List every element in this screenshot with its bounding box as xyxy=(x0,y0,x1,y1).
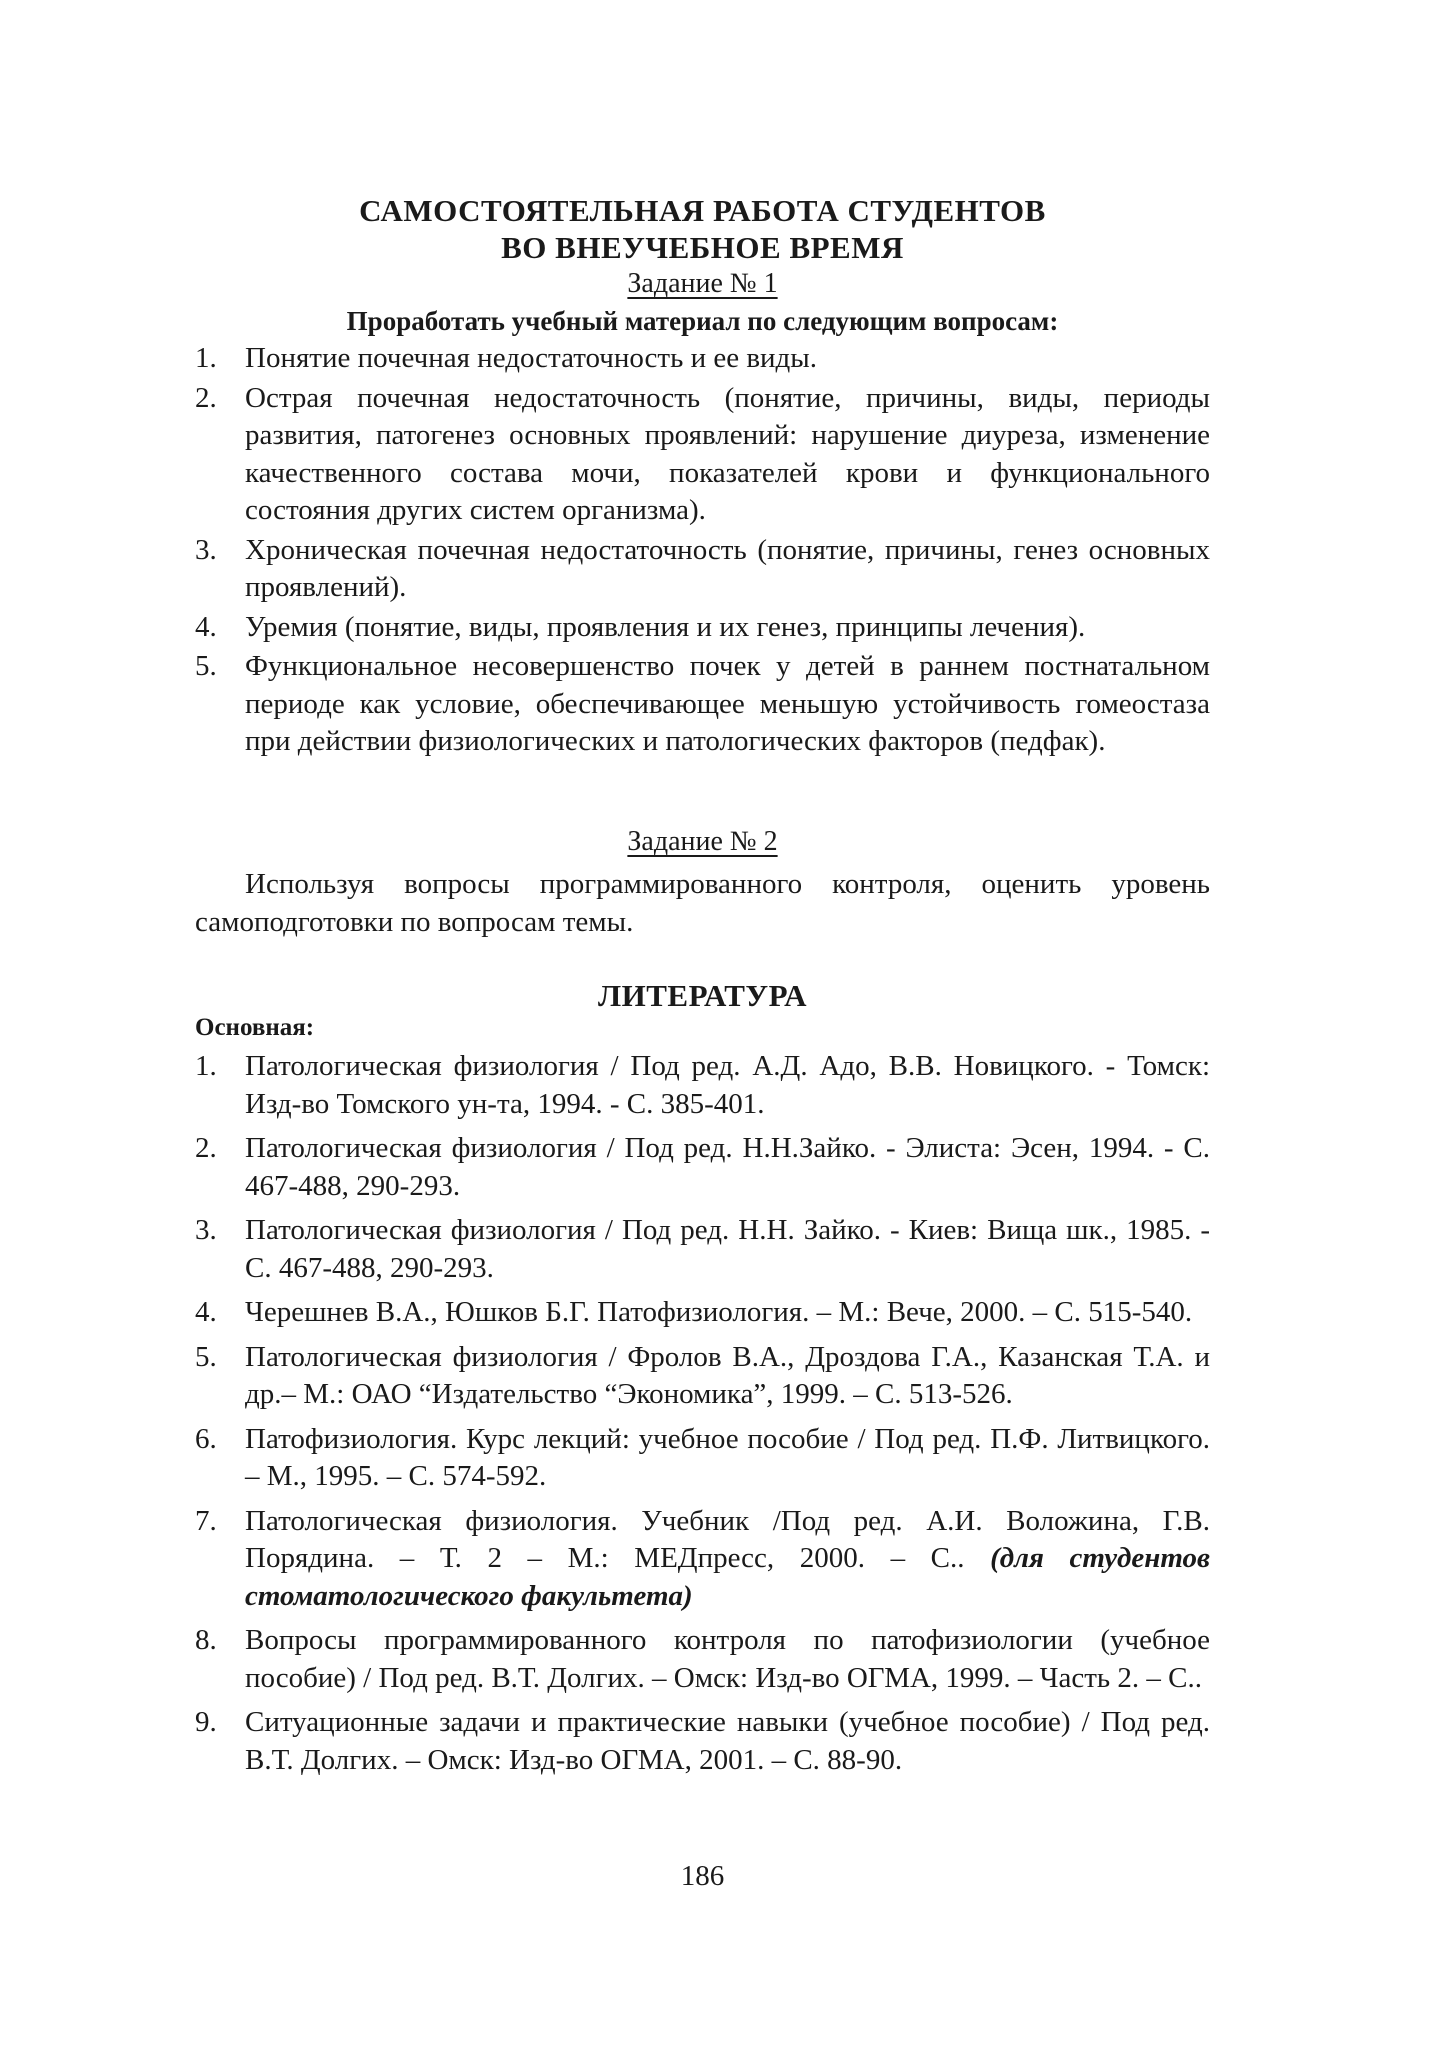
item-number: 1. xyxy=(195,342,217,374)
item-number: 8. xyxy=(195,1624,217,1656)
task2-label: Задание № 2 xyxy=(627,826,778,857)
list-item xyxy=(195,1503,1210,1616)
title-line-2: ВО ВНЕУЧЕБНОЕ ВРЕМЯ xyxy=(501,230,904,265)
task1-lead: Проработать учебный материал по следующим вопросам: xyxy=(346,306,1059,336)
item-text: Понятие почечная недостаточность и ее виды. xyxy=(245,342,818,374)
item-text: Уремия (понятие, виды, проявления и их генез, принципы лечения). xyxy=(245,610,1086,643)
list-item xyxy=(195,1294,1210,1332)
item-number: 4. xyxy=(195,610,217,643)
task1-label: Задание № 1 xyxy=(627,268,778,299)
item-text: Патологическая физиология. Учебник /Под ред. А.И. Воложина, Г.В. Порядина. – Т. 2 – М.: МЕДпресс, 2000. – С.. xyxy=(245,1504,1210,1574)
item-text: Черешнев В.А., Юшков Б.Г. Патофизиология. – М.: Вече, 2000. – С. 515-540. xyxy=(245,1296,1193,1328)
list-item xyxy=(195,1339,1210,1414)
item-text: Патологическая физиология / Под ред. А.Д. Адо, В.В. Новицкого. - Томск: Изд-во Томского ун-та, 1994. - С. 385-401. xyxy=(245,1050,1210,1120)
item-text: Патологическая физиология / Фролов В.А., Дроздова Г.А., Казанская Т.А. и др.– М.: ОАО “Издательство “Экономика”, 1999. – С. 513-526. xyxy=(245,1340,1210,1410)
item-text: Патологическая физиология / Под ред. Н.Н.Зайко. - Элиста: Эсен, 1994. - С. 467-488, 290-293. xyxy=(245,1132,1210,1202)
item-text: Патологическая физиология / Под ред. Н.Н. Зайко. - Киев: Вища шк., 1985. - С. 467-488, 290-293. xyxy=(245,1214,1210,1284)
item-number: 9. xyxy=(195,1706,217,1738)
literature-list xyxy=(195,1048,1210,1786)
list-item xyxy=(195,532,1210,607)
item-number: 5. xyxy=(195,1340,217,1373)
item-number: 2. xyxy=(195,381,217,414)
item-text: Вопросы программированного контроля по патофизиологии (учебное пособие) / Под ред. В.Т. Долгих. – Омск: Изд-во ОГМА, 1999. – Часть 2. – С.. xyxy=(245,1624,1210,1694)
list-item xyxy=(195,1048,1210,1123)
task1-question-list xyxy=(195,340,1210,763)
item-number: 1. xyxy=(195,1050,217,1082)
page-number: 186 xyxy=(680,1860,725,1892)
item-text: Острая почечная недостаточность (понятие, причины, виды, периоды развития, патогенез основных проявлений: нарушение диуреза, изменение качественного состава мочи, показателей крови и функционального состояния других систем организма). xyxy=(245,381,1210,526)
document-page xyxy=(195,0,1210,2050)
list-item xyxy=(195,380,1210,530)
item-note: (для студентов стоматологического факультета) xyxy=(245,1542,1210,1612)
item-text: Хроническая почечная недостаточность (понятие, причины, генез основных проявлений). xyxy=(245,533,1210,603)
item-number: 7. xyxy=(195,1504,217,1537)
list-item xyxy=(195,609,1210,647)
literature-title: ЛИТЕРАТУРА xyxy=(598,978,807,1013)
list-item xyxy=(195,1421,1210,1496)
item-number: 5. xyxy=(195,650,217,682)
list-item xyxy=(195,340,1210,378)
title-line-1: САМОСТОЯТЕЛЬНАЯ РАБОТА СТУДЕНТОВ xyxy=(359,193,1046,228)
item-text: Патофизиология. Курс лекций: учебное пособие / Под ред. П.Ф. Литвицкого. – М., 1995. – С. 574-592. xyxy=(245,1422,1210,1492)
item-number: 6. xyxy=(195,1422,217,1455)
literature-main-label: Основная: xyxy=(195,1014,315,1041)
item-number: 4. xyxy=(195,1296,217,1328)
list-item xyxy=(195,1130,1210,1205)
list-item xyxy=(195,1704,1210,1779)
list-item xyxy=(195,1622,1210,1697)
item-number: 2. xyxy=(195,1132,217,1164)
list-item xyxy=(195,1212,1210,1287)
item-number: 3. xyxy=(195,1214,217,1246)
list-item xyxy=(195,648,1210,761)
item-text: Функциональное несовершенство почек у детей в раннем постнатальном периоде как условие, обеспечивающее меньшую устойчивость гомеостаза при действии физиологических и патологических факторов (педфак). xyxy=(245,650,1210,757)
item-number: 3. xyxy=(195,533,217,566)
item-text: Ситуационные задачи и практические навыки (учебное пособие) / Под ред. В.Т. Долгих. – Омск: Изд-во ОГМА, 2001. – С. 88-90. xyxy=(245,1706,1210,1776)
task2-text: Используя вопросы программированного контроля, оценить уровень самоподготовки по вопросам темы. xyxy=(195,868,1210,938)
